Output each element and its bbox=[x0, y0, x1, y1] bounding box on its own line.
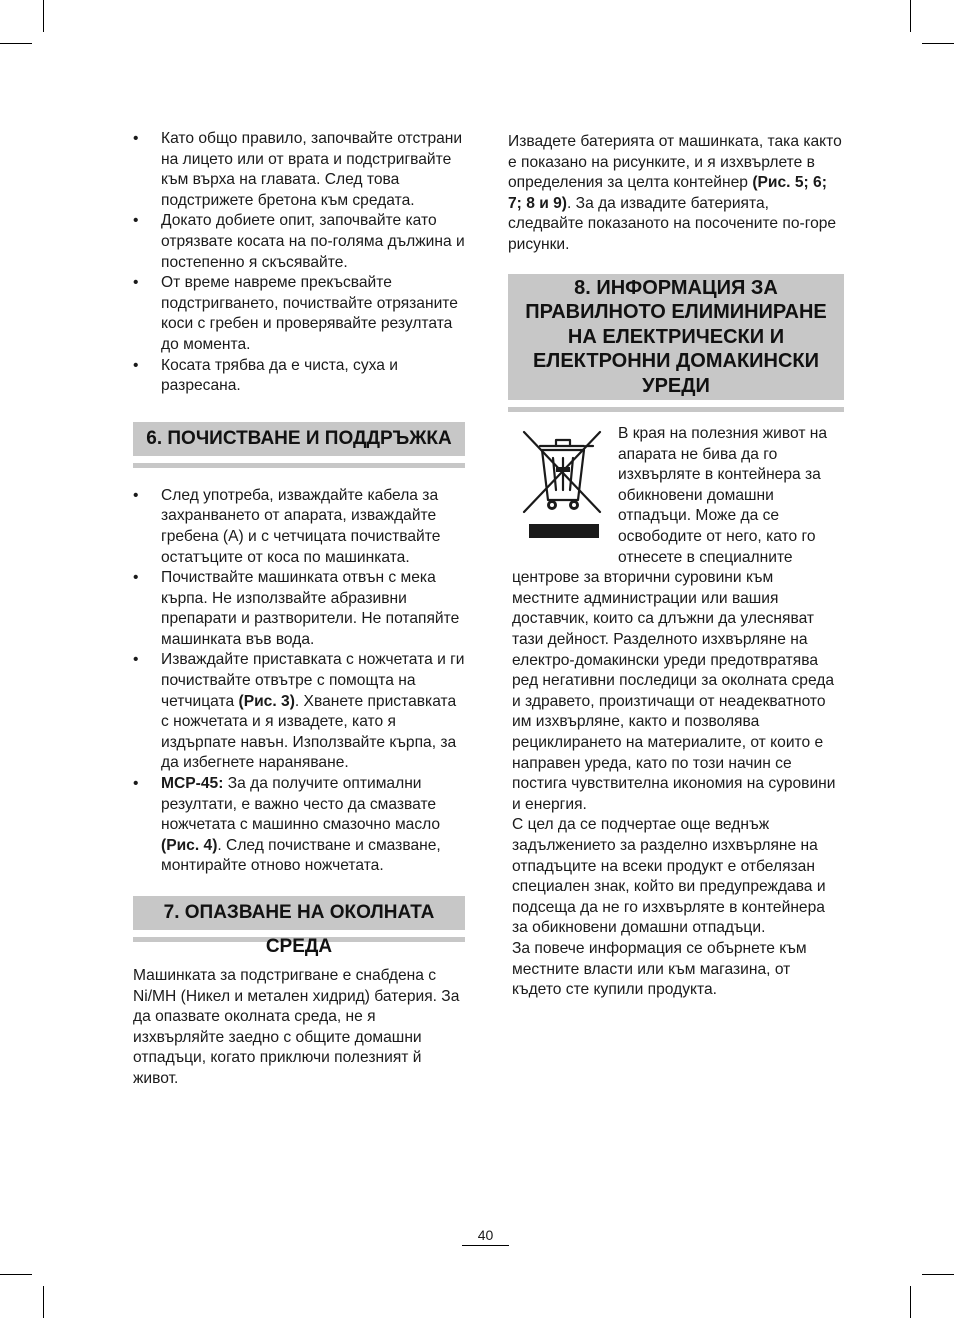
list-item: • Изваждайте приставката с ножчетата и ги почиствайте отвътре с помощта на четчицата (Рис. 3). Хванете приставката с ножчетата и я извадете, като я издърпате навън. Използвайте кърпа, за да избегнете нараняване. bbox=[133, 650, 465, 774]
list-item: • Почиствайте машинката отвън с мека кърпа. Не използвайте абразивни препарати и разтворители. Не потапяйте машинката във вода. bbox=[133, 568, 465, 650]
disposal-paragraph: В края на полезния живот на апарата не бива да го изхвърляте в контейнера за обикновени домашни отпадъци. Може да се освободите от него, като го отнесете в специалните центрове за вторични суровини към местните администрации или вашия доставчик, които са длъжни да улесняват тази дейност. Разделното изхвърляне на електро-домакински уреди предотвратява ред негативни последици за околната среда и здравето, произтичащи от неадекватното им изхвърляне, както и позволява рециклирането на материалите, от които е направен уреда, като по този начин се постига чувствителна икономия на суровини и енергия. bbox=[512, 425, 836, 813]
crop-mark bbox=[922, 43, 954, 44]
list-item: • MCP-45: За да получите оптимални резултати, е важно често да смазвате ножчетата с машинно смазочно масло (Рис. 4). След почистване и смазване, монтирайте отново ножчетата. bbox=[133, 774, 465, 877]
list-item: • След употреба, изваждайте кабела за захранването от апарата, изваждайте гребена (A) и с четчицата почиствайте остатъците от коса по машинката. bbox=[133, 486, 465, 568]
haircut-tips-list bbox=[133, 129, 465, 397]
crop-mark bbox=[922, 1274, 954, 1275]
crop-mark bbox=[910, 1286, 911, 1318]
figure-reference: (Рис. 5; 6; 7; 8 и 9) bbox=[508, 174, 827, 212]
crop-mark bbox=[0, 43, 32, 44]
crop-mark bbox=[0, 1274, 32, 1275]
list-item: • Като общо правило, започвайте отстрани на лицето или от врата и подстригвайте към върха на главата. След това подстрижете бретона към средата. bbox=[133, 129, 465, 211]
battery-removal-paragraph: Извадете батерията от машинката, така както е показано на рисунките, и я изхвърлете в определения за целта контейнер (Рис. 5; 6; 7; 8 и 9). За да извадите батерията, следвайте показаното на посочените по-горе рисунки. bbox=[508, 133, 842, 253]
environment-paragraph: Машинката за подстригване е снабдена с Ni/MH (Никел и метален хидрид) батерия. За да опазвате околната среда, не я изхвърляйте заедно с общите домашни отпадъци, когато приключи полезният й живот. bbox=[133, 967, 460, 1087]
crop-mark bbox=[910, 0, 911, 32]
cleaning-list bbox=[133, 486, 465, 877]
weee-icon-block bbox=[508, 424, 618, 552]
list-item: • Докато добиете опит, започвайте като отрязвате косата на по-голяма дължина и постепенно я скъсявайте. bbox=[133, 211, 465, 273]
page-number: 40 bbox=[477, 1227, 494, 1243]
left-column bbox=[133, 129, 465, 1090]
section-8-heading: 8. ИНФОРМАЦИЯ ЗА ПРАВИЛНОТО ЕЛИМИНИРАНЕ НА ЕЛЕКТРИЧЕСКИ И ЕЛЕКТРОННИ ДОМАКИНСКИ УРЕДИ bbox=[508, 274, 844, 401]
list-item: • Косата трябва да е чиста, суха и разресана. bbox=[133, 356, 465, 397]
section-6-heading: 6. ПОЧИСТВАНЕ И ПОДДРЪЖКА bbox=[133, 422, 465, 456]
list-item: • От време навреме прекъсвайте подстригването, почиствайте отрязаните коси с гребен и проверявайте резултата до момента. bbox=[133, 273, 465, 355]
crop-mark bbox=[43, 1286, 44, 1318]
figure-reference: (Рис. 3) bbox=[238, 692, 295, 710]
disposal-paragraph: С цел да се подчертае още веднъж задължението за разделно изхвърляне на отпадъците на всеки продукт е отбелязан специален знак, който ви предупреждава и подсеща да не го изхвърляте в контейнера за обикновени домашни отпадъци. bbox=[512, 816, 826, 937]
model-name: MCP-45: bbox=[161, 775, 224, 793]
crop-mark bbox=[43, 0, 44, 32]
crossed-out-wheelie-bin-icon bbox=[518, 424, 608, 548]
page-number-underline bbox=[462, 1245, 509, 1246]
figure-reference: (Рис. 4) bbox=[161, 836, 218, 854]
section-7-heading: 7. ОПАЗВАНЕ НА ОКОЛНАТА СРЕДА bbox=[133, 896, 465, 930]
disposal-paragraph: За повече информация се обърнете към местните власти или към магазина, от където сте купили продукта. bbox=[512, 939, 807, 999]
right-column bbox=[508, 132, 844, 1001]
